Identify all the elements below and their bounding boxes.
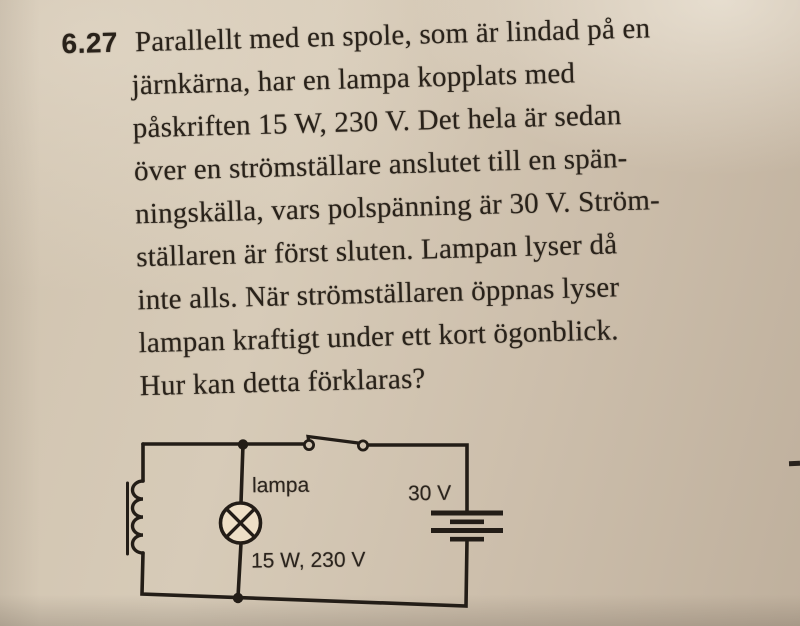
- page-edge-dash: [789, 461, 800, 466]
- problem-line: inte alls. När strömställaren öppnas lyser: [137, 271, 620, 317]
- junction-dot: [233, 593, 243, 603]
- circuit-wires: [142, 444, 467, 606]
- junction-dot: [238, 439, 248, 449]
- problem-line: ningskälla, vars polspänning är 30 V. Ström-: [134, 184, 661, 231]
- coil-icon: [128, 481, 144, 554]
- problem-line: järnkärna, har en lampa kopplats med: [131, 57, 576, 102]
- lamp-icon: [221, 503, 261, 543]
- switch-icon: [304, 437, 367, 451]
- problem-number: 6.27: [61, 26, 119, 60]
- problem-line: ställaren är först sluten. Lampan lyser då: [135, 228, 618, 274]
- battery-icon: [431, 513, 503, 539]
- lamp-label: lampa: [251, 473, 310, 498]
- problem-line: över en strömställare anslutet till en spän-: [133, 142, 628, 188]
- battery-voltage-label: 30 V: [407, 481, 452, 506]
- problem-line: lampan kraftigt under ett kort ögonblick.: [138, 314, 620, 360]
- problem-line: Hur kan detta förklaras?: [139, 362, 426, 403]
- problem-line: påskriften 15 W, 230 V. Det hela är sedan: [132, 99, 622, 145]
- problem-line-text: Parallellt med en spole, som är lindad på en: [134, 12, 651, 59]
- lamp-rating-label: 15 W, 230 V: [250, 548, 366, 573]
